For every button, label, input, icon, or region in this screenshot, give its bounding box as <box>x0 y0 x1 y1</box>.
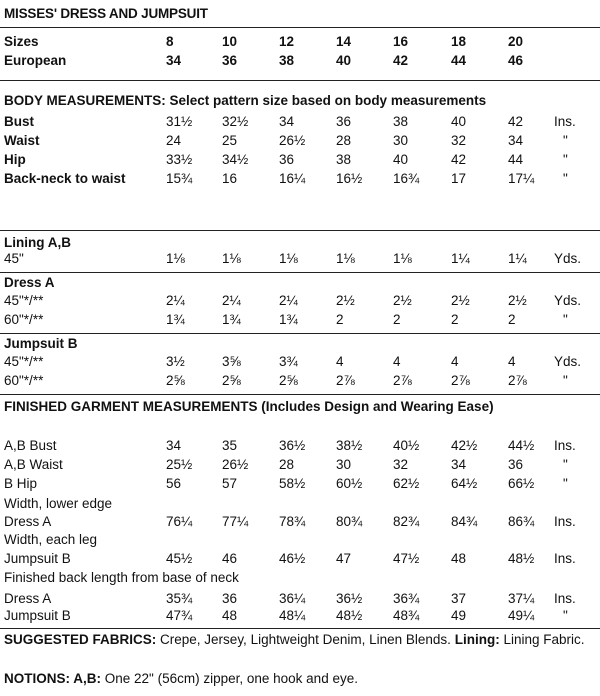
value-cell: 2½ <box>336 293 355 308</box>
value-cell: 2⅞ <box>336 373 355 388</box>
size-cell: 8 <box>166 34 174 49</box>
divider <box>0 272 600 273</box>
row-label: Dress A <box>4 591 52 606</box>
value-cell: 30 <box>393 133 409 148</box>
size-cell: 10 <box>222 34 238 49</box>
value-cell: 24 <box>166 133 182 148</box>
value-cell: 2¼ <box>279 293 298 308</box>
value-cell: 1¾ <box>166 312 185 327</box>
value-cell: 2 <box>393 312 401 327</box>
table-row <box>0 371 600 391</box>
table-row <box>0 249 600 269</box>
row-label: Bust <box>4 114 34 129</box>
unit-cell: Yds. <box>554 293 582 308</box>
table-row <box>0 150 600 170</box>
table-row <box>0 112 600 132</box>
value-cell: 46½ <box>279 551 306 566</box>
value-cell: 42 <box>451 152 467 167</box>
divider <box>0 27 600 28</box>
value-cell: 4 <box>508 354 516 369</box>
value-cell: 28 <box>279 457 295 472</box>
value-cell: 25 <box>222 133 238 148</box>
row-label: 60"*/** <box>4 312 44 327</box>
value-cell: 44 <box>508 152 524 167</box>
value-cell: 62½ <box>393 476 420 491</box>
body-measurements-heading: BODY MEASUREMENTS: Select pattern size based on body measurements <box>4 93 487 108</box>
value-cell: 36 <box>336 114 352 129</box>
value-cell: 49¼ <box>508 608 535 623</box>
size-cell: 14 <box>336 34 352 49</box>
table-row <box>0 352 600 372</box>
row-label: A,B Waist <box>4 457 63 472</box>
value-cell: 42 <box>508 114 524 129</box>
value-cell: 47 <box>336 551 352 566</box>
value-cell: 3¾ <box>279 354 298 369</box>
jumpsuit-b-heading: Jumpsuit B <box>4 336 78 351</box>
suggested-fabrics-text: Crepe, Jersey, Lightweight Denim, Linen Blends. <box>160 632 451 647</box>
value-cell: 2⅞ <box>508 373 527 388</box>
value-cell: 42½ <box>451 438 478 453</box>
value-cell: 16 <box>222 171 238 186</box>
value-cell: 60½ <box>336 476 363 491</box>
lining-text: Lining Fabric. <box>503 632 585 647</box>
sizes-row <box>0 32 600 52</box>
size-cell: 18 <box>451 34 467 49</box>
value-cell: 15¾ <box>166 171 193 186</box>
value-cell: 2⅝ <box>222 373 241 388</box>
value-cell: 3⅝ <box>222 354 241 369</box>
value-cell: 2⅞ <box>451 373 470 388</box>
table-row <box>0 474 600 494</box>
value-cell: 46 <box>222 551 238 566</box>
value-cell: 64½ <box>451 476 478 491</box>
unit-cell: " <box>563 476 568 491</box>
unit-cell: " <box>563 373 568 388</box>
european-cell: 44 <box>451 53 467 68</box>
value-cell: 38 <box>393 114 409 129</box>
row-label: B Hip <box>4 476 38 491</box>
value-cell: 82¾ <box>393 514 420 529</box>
suggested-fabrics-label: SUGGESTED FABRICS: <box>4 632 157 647</box>
row-label: A,B Bust <box>4 438 57 453</box>
value-cell: 32 <box>393 457 409 472</box>
value-cell: 47¾ <box>166 608 193 623</box>
value-cell: 2⅝ <box>166 373 185 388</box>
value-cell: 78¾ <box>279 514 306 529</box>
chart-title: MISSES' DRESS AND JUMPSUIT <box>4 6 208 21</box>
table-row <box>0 169 600 189</box>
value-cell: 36 <box>508 457 524 472</box>
row-label: Back-neck to waist <box>4 171 126 186</box>
value-cell: 16¼ <box>279 171 306 186</box>
table-row <box>0 455 600 475</box>
unit-cell: Ins. <box>554 438 576 453</box>
value-cell: 32½ <box>222 114 249 129</box>
value-cell: 1¾ <box>279 312 298 327</box>
unit-cell: " <box>563 171 568 186</box>
value-cell: 1⅛ <box>393 251 412 266</box>
european-cell: 46 <box>508 53 524 68</box>
row-label: Waist <box>4 133 40 148</box>
width-lower-edge-label: Width, lower edge <box>4 496 113 511</box>
value-cell: 1⅛ <box>279 251 298 266</box>
value-cell: 35¾ <box>166 591 193 606</box>
value-cell: 36¼ <box>279 591 306 606</box>
value-cell: 16½ <box>336 171 363 186</box>
divider <box>0 394 600 395</box>
value-cell: 57 <box>222 476 238 491</box>
value-cell: 1¼ <box>508 251 527 266</box>
value-cell: 80¾ <box>336 514 363 529</box>
value-cell: 40½ <box>393 438 420 453</box>
row-label: Dress A <box>4 514 52 529</box>
unit-cell: Ins. <box>554 551 576 566</box>
lining-label: Lining: <box>454 632 500 647</box>
value-cell: 1¼ <box>451 251 470 266</box>
unit-cell: " <box>563 152 568 167</box>
row-label: 45"*/** <box>4 293 44 308</box>
value-cell: 44½ <box>508 438 535 453</box>
value-cell: 48¾ <box>393 608 420 623</box>
value-cell: 34½ <box>222 152 249 167</box>
divider <box>0 628 600 629</box>
value-cell: 49 <box>451 608 467 623</box>
value-cell: 77¼ <box>222 514 249 529</box>
value-cell: 66½ <box>508 476 535 491</box>
unit-cell: Yds. <box>554 251 582 266</box>
table-row <box>0 436 600 456</box>
value-cell: 2⅝ <box>279 373 298 388</box>
value-cell: 2 <box>336 312 344 327</box>
unit-cell: " <box>563 608 568 623</box>
value-cell: 1⅛ <box>222 251 241 266</box>
unit-cell: " <box>563 457 568 472</box>
notions <box>4 671 358 686</box>
european-cell: 42 <box>393 53 409 68</box>
value-cell: 1⅛ <box>166 251 185 266</box>
notions-label: NOTIONS: A,B: <box>4 671 101 686</box>
value-cell: 34 <box>451 457 467 472</box>
value-cell: 48½ <box>336 608 363 623</box>
value-cell: 2½ <box>508 293 527 308</box>
value-cell: 48¼ <box>279 608 306 623</box>
value-cell: 36 <box>222 591 238 606</box>
value-cell: 2¼ <box>222 293 241 308</box>
value-cell: 16¾ <box>393 171 420 186</box>
value-cell: 28 <box>336 133 352 148</box>
value-cell: 36½ <box>336 591 363 606</box>
european-cell: 38 <box>279 53 295 68</box>
european-label: European <box>4 53 67 68</box>
value-cell: 4 <box>393 354 401 369</box>
row-label: 45" <box>4 251 24 266</box>
divider <box>0 80 600 81</box>
value-cell: 48 <box>451 551 467 566</box>
unit-cell: " <box>563 133 568 148</box>
divider <box>0 333 600 334</box>
value-cell: 48½ <box>508 551 535 566</box>
value-cell: 47½ <box>393 551 420 566</box>
value-cell: 26½ <box>222 457 249 472</box>
lining-heading: Lining A,B <box>4 235 71 250</box>
value-cell: 2 <box>508 312 516 327</box>
unit-cell: Yds. <box>554 354 582 369</box>
value-cell: 58½ <box>279 476 306 491</box>
row-label: Jumpsuit B <box>4 608 71 623</box>
table-row <box>0 606 600 626</box>
row-label: 60"*/** <box>4 373 44 388</box>
value-cell: 31½ <box>166 114 193 129</box>
value-cell: 30 <box>336 457 352 472</box>
value-cell: 25½ <box>166 457 193 472</box>
value-cell: 26½ <box>279 133 306 148</box>
value-cell: 36¾ <box>393 591 420 606</box>
value-cell: 1¾ <box>222 312 241 327</box>
value-cell: 35 <box>222 438 238 453</box>
size-cell: 20 <box>508 34 524 49</box>
unit-cell: Ins. <box>554 114 576 129</box>
size-cell: 16 <box>393 34 409 49</box>
value-cell: 40 <box>393 152 409 167</box>
european-cell: 36 <box>222 53 238 68</box>
unit-cell: Ins. <box>554 514 576 529</box>
value-cell: 32 <box>451 133 467 148</box>
row-label: Hip <box>4 152 26 167</box>
value-cell: 37 <box>451 591 467 606</box>
value-cell: 17¼ <box>508 171 535 186</box>
value-cell: 2 <box>451 312 459 327</box>
table-row <box>0 131 600 151</box>
row-label: 45"*/** <box>4 354 44 369</box>
value-cell: 34 <box>279 114 295 129</box>
unit-cell: " <box>563 312 568 327</box>
size-cell: 12 <box>279 34 295 49</box>
divider <box>0 230 600 231</box>
value-cell: 48 <box>222 608 238 623</box>
value-cell: 2⅞ <box>393 373 412 388</box>
european-row <box>0 51 600 71</box>
value-cell: 3½ <box>166 354 185 369</box>
value-cell: 37¼ <box>508 591 535 606</box>
back-length-label: Finished back length from base of neck <box>4 570 239 585</box>
table-row <box>0 549 600 569</box>
value-cell: 38½ <box>336 438 363 453</box>
table-row <box>0 512 600 532</box>
value-cell: 4 <box>336 354 344 369</box>
value-cell: 36 <box>279 152 295 167</box>
value-cell: 38 <box>336 152 352 167</box>
european-cell: 40 <box>336 53 352 68</box>
unit-cell: Ins. <box>554 591 576 606</box>
value-cell: 86¾ <box>508 514 535 529</box>
table-row <box>0 310 600 330</box>
row-label: Jumpsuit B <box>4 551 71 566</box>
value-cell: 84¾ <box>451 514 478 529</box>
value-cell: 34 <box>508 133 524 148</box>
value-cell: 56 <box>166 476 182 491</box>
value-cell: 2¼ <box>166 293 185 308</box>
value-cell: 40 <box>451 114 467 129</box>
value-cell: 4 <box>451 354 459 369</box>
value-cell: 76¼ <box>166 514 193 529</box>
value-cell: 45½ <box>166 551 193 566</box>
finished-measurements-heading: FINISHED GARMENT MEASUREMENTS (Includes Design and Wearing Ease) <box>4 399 494 414</box>
value-cell: 36½ <box>279 438 306 453</box>
dress-a-heading: Dress A <box>4 275 55 290</box>
value-cell: 17 <box>451 171 467 186</box>
european-cell: 34 <box>166 53 182 68</box>
value-cell: 1⅛ <box>336 251 355 266</box>
width-each-leg-label: Width, each leg <box>4 532 98 547</box>
suggested-fabrics <box>4 632 585 647</box>
table-row <box>0 291 600 311</box>
sizes-label: Sizes <box>4 34 39 49</box>
value-cell: 33½ <box>166 152 193 167</box>
notions-text: One 22" (56cm) zipper, one hook and eye. <box>104 671 358 686</box>
value-cell: 34 <box>166 438 182 453</box>
value-cell: 2½ <box>451 293 470 308</box>
value-cell: 2½ <box>393 293 412 308</box>
